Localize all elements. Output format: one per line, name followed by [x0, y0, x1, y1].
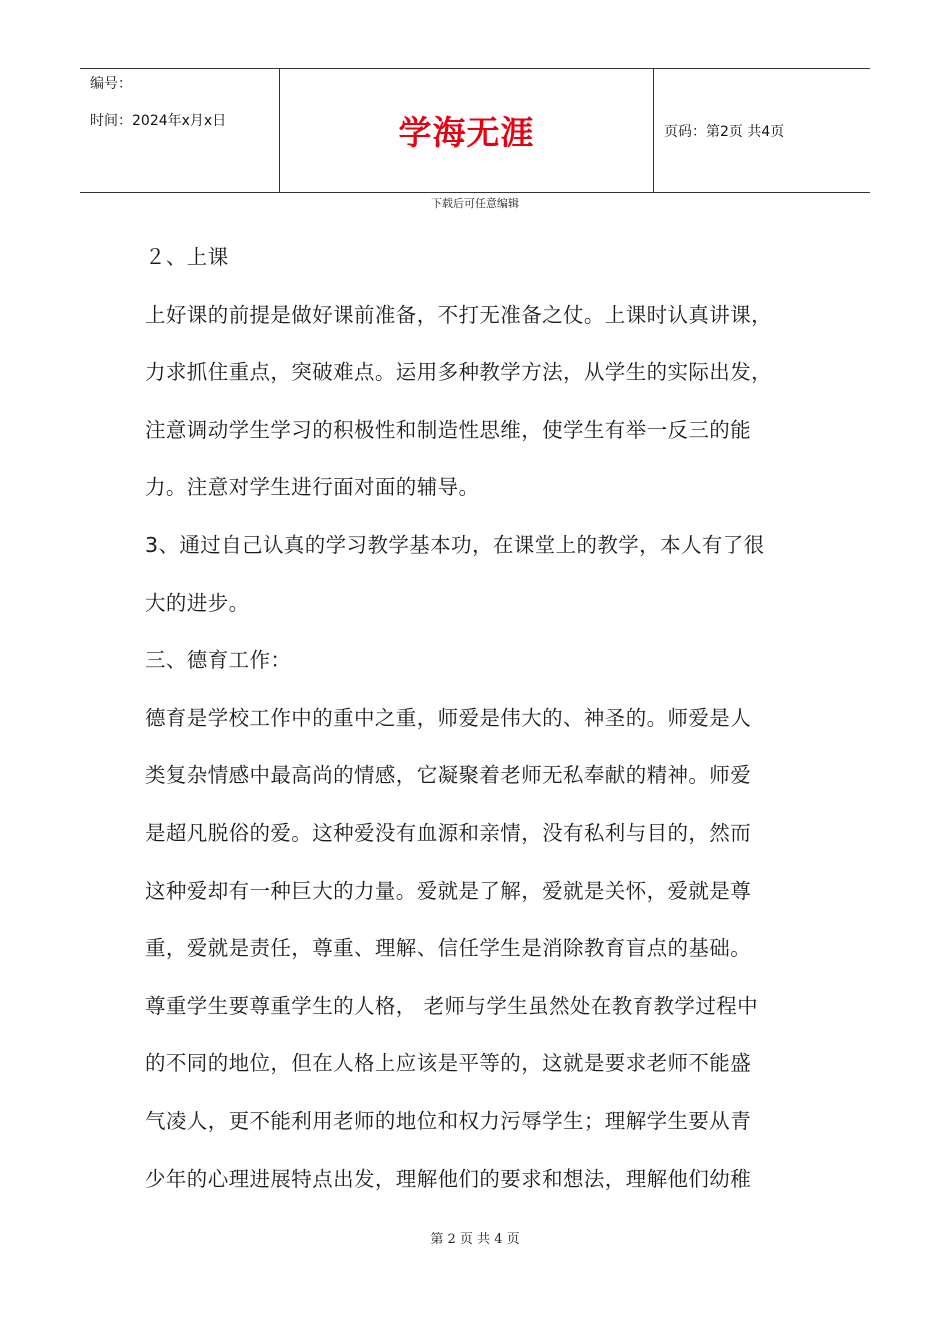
body-line: 这种爱却有一种巨大的力量。爱就是了解，爱就是关怀，爱就是尊	[145, 878, 752, 903]
page-footer: 第 2 页 共 4 页	[430, 1232, 520, 1247]
edit-note: 下载后可任意编辑	[431, 197, 519, 210]
body-line: 气凌人，更不能利用老师的地位和权力污辱学生；理解学生要从青	[145, 1108, 752, 1133]
body-line: 少年的心理进展特点出发，理解他们的要求和想法，理解他们幼稚	[145, 1166, 752, 1191]
body-line: 上好课的前提是做好课前准备，不打无准备之仗。上课时认真讲课，	[145, 302, 772, 327]
body-line: 3、通过自己认真的学习教学基本功，在课堂上的教学，本人有了很	[145, 532, 765, 557]
brand-title: 学海无涯	[398, 113, 535, 152]
document-number-label: 编号：	[90, 76, 132, 92]
header-right-cell	[654, 69, 870, 192]
body-line: 尊重学生要尊重学生的人格， 老师与学生虽然处在教育教学过程中	[145, 993, 759, 1018]
body-line: 的不同的地位，但在人格上应该是平等的，这就是要求老师不能盛	[145, 1051, 752, 1076]
document-body	[145, 237, 815, 1216]
body-line: ２、上课	[145, 245, 229, 269]
body-line: 注意调动学生学习的积极性和制造性思维，使学生有举一反三的能	[145, 417, 752, 442]
body-line: 力。注意对学生进行面对面的辅导。	[145, 475, 480, 500]
section-heading: 三、德育工作：	[145, 648, 292, 673]
body-line: 德育是学校工作中的重中之重，师爱是伟大的、神圣的。师爱是人	[145, 705, 752, 730]
document-header	[80, 68, 870, 193]
header-left-cell	[80, 69, 280, 192]
page-info-label: 页码：第2页 共4页	[664, 123, 785, 140]
document-date-label: 时间：2024年x月x日	[90, 113, 227, 129]
body-line: 大的进步。	[145, 590, 250, 615]
body-line: 类复杂情感中最高尚的情感，它凝聚着老师无私奉献的精神。师爱	[145, 763, 752, 788]
body-line: 是超凡脱俗的爱。这种爱没有血源和亲情，没有私利与目的，然而	[145, 820, 752, 845]
header-center-cell	[280, 69, 654, 192]
body-line: 力求抓住重点，突破难点。运用多种教学方法，从学生的实际出发，	[145, 360, 772, 385]
body-line: 重，爱就是责任，尊重、理解、信任学生是消除教育盲点的基础。	[145, 936, 752, 961]
